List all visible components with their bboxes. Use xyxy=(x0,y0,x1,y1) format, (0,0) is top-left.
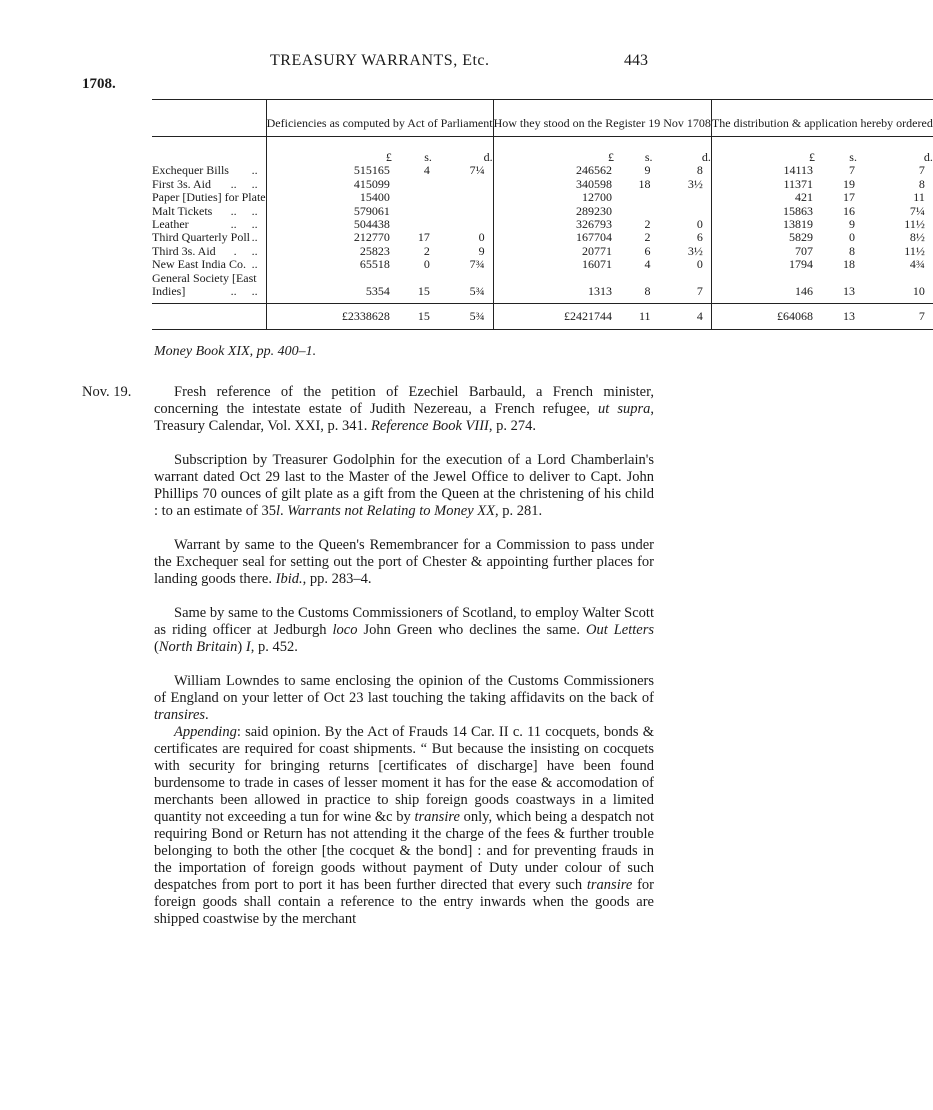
units-row xyxy=(152,137,933,165)
cell-b-pence xyxy=(653,272,712,285)
table-row xyxy=(152,178,933,191)
cell-c-pence: 10 xyxy=(912,284,925,299)
cell-b-pounds xyxy=(493,272,614,285)
units-spacer xyxy=(152,137,266,165)
cell-a-pounds: 579061 xyxy=(266,205,392,218)
italic-text: loco xyxy=(332,622,358,638)
italic-text: transires xyxy=(154,707,206,723)
page-number: 443 xyxy=(624,52,648,69)
cell-b-pounds: 16071 xyxy=(493,258,614,271)
cell-c-shillings xyxy=(815,272,857,285)
running-title: TREASURY WARRANTS, Etc. xyxy=(270,52,490,69)
cell-c-pence xyxy=(857,272,933,285)
cell-c-pence: 11½ xyxy=(904,217,925,232)
leader-dots: . .. xyxy=(233,243,258,258)
cell-c-pounds: 14113 xyxy=(711,164,815,177)
cell-b-pounds: 340598 xyxy=(493,178,614,191)
row-label-text: Malt Tickets xyxy=(152,203,213,218)
cell-b-pounds: 246562 xyxy=(493,164,614,177)
table-corner xyxy=(152,100,266,137)
cell-c-pounds: 11371 xyxy=(711,178,815,191)
cell-b-shillings xyxy=(614,191,653,204)
cell-a-pounds: 15400 xyxy=(266,191,392,204)
row-label xyxy=(152,258,266,271)
total-a-pounds: £2338628 xyxy=(266,303,392,329)
cell-b-shillings xyxy=(614,272,653,285)
row-label xyxy=(152,231,266,244)
cell-c-pounds: 146 xyxy=(711,285,815,303)
text-run: Same by same to the Customs Commissioners of Scotland, to employ Walter Scott as riding officer at Jedburgh xyxy=(154,605,654,638)
total-a-shillings: 15 xyxy=(392,303,432,329)
cell-c-shillings: 8 xyxy=(848,243,855,258)
cell-c-pence: 4¾ xyxy=(909,257,925,272)
cell-b-pence xyxy=(653,191,712,204)
col-head-distribution: The distribution & application hereby ordered xyxy=(711,100,932,137)
money-book-reference: Money Book XIX, pp. 400–1. xyxy=(154,344,317,359)
cell-c-shillings: 18 xyxy=(842,257,855,272)
italic-text: Reference Book VIII xyxy=(371,418,489,434)
text-run: ) xyxy=(237,639,246,655)
row-label xyxy=(152,245,266,258)
cell-b-pounds: 12700 xyxy=(493,191,614,204)
cell-a-pence xyxy=(432,205,493,218)
text-run: Warrant by same to the Queen's Remembrancer for a Commission to pass under the Exchequer seal for setting out the port of Chester & appointing further places for landing goods there. xyxy=(154,537,654,587)
table-row xyxy=(152,245,933,258)
text-run: Fresh reference of the petition of Ezechiel Barbauld, a French minister, concerning the intestate estate of Judith Nezereau, a French refugee, xyxy=(154,384,654,417)
row-label-text: Leather xyxy=(152,217,189,232)
row-label-text: Indies] xyxy=(152,284,186,299)
italic-text: Appending xyxy=(174,724,237,740)
col-head-register: How they stood on the Register 19 Nov 1708 xyxy=(493,100,711,137)
cell-b-pounds: 20771 xyxy=(493,245,614,258)
row-label xyxy=(152,164,266,177)
cell-a-pounds: 515165 xyxy=(266,164,392,177)
cell-b-pence: 0 xyxy=(696,257,703,272)
cell-b-shillings: 2 xyxy=(644,230,651,245)
row-label-text: Third 3s. Aid xyxy=(152,243,216,258)
cell-c-pounds: 421 xyxy=(711,191,815,204)
total-b-shillings: 11 xyxy=(614,303,653,329)
cell-a-pence xyxy=(432,191,493,204)
cell-b-shillings: 18 xyxy=(638,176,651,191)
cell-c-pounds: 707 xyxy=(711,245,815,258)
row-label-text: First 3s. Aid xyxy=(152,176,212,191)
table-row xyxy=(152,191,933,204)
text-run: ( xyxy=(154,639,159,655)
entry-paragraph xyxy=(154,724,654,928)
total-c-pence: 7 xyxy=(857,303,933,329)
text-run: only, which being a despatch not requiring Bond or Return has not attending it the charge of the fees & further trouble belonging to both the other [the cocquet & the bond] : and for preventing frauds in the importation of foreign goods without payment of Duty under colour of such despatches from port to port it has been further directed that every such xyxy=(154,809,654,893)
cell-a-shillings xyxy=(392,191,432,204)
cell-a-pence: 0 xyxy=(478,230,485,245)
cell-a-shillings: 2 xyxy=(423,243,430,258)
cell-a-shillings: 4 xyxy=(423,163,430,178)
cell-a-pence xyxy=(432,218,493,231)
unit-label: d. xyxy=(923,150,933,164)
italic-text: l xyxy=(276,503,281,519)
cell-c-pence: 7¼ xyxy=(909,203,925,218)
entry-paragraph xyxy=(154,452,654,520)
cell-c-pounds: 5829 xyxy=(711,231,815,244)
cell-a-pounds: 415099 xyxy=(266,178,392,191)
cell-c-shillings: 19 xyxy=(842,176,855,191)
cell-c-pounds xyxy=(711,272,815,285)
italic-text: I xyxy=(245,639,251,655)
cell-c-shillings: 16 xyxy=(842,203,855,218)
text-run: , p. 281. xyxy=(494,503,543,519)
cell-a-pounds: 212770 xyxy=(266,231,392,244)
cell-b-pence: 8 xyxy=(696,163,703,178)
text-run: John Green who declines the same. xyxy=(357,622,586,638)
table-row xyxy=(152,258,933,271)
cell-a-pence: 5¾ xyxy=(469,284,485,299)
cell-b-shillings: 9 xyxy=(644,163,651,178)
cell-c-pounds: 13819 xyxy=(711,218,815,231)
row-label xyxy=(152,218,266,231)
entry-paragraph xyxy=(154,673,654,724)
unit-label: d. xyxy=(483,150,493,164)
row-label-text: Exchequer Bills xyxy=(152,163,229,178)
cell-b-pounds: 289230 xyxy=(493,205,614,218)
row-label xyxy=(152,272,266,285)
cell-a-shillings: 15 xyxy=(417,284,430,299)
row-label-text: Paper [Duties] for Plate xyxy=(152,190,266,205)
unit-label: £ xyxy=(493,137,614,165)
cell-a-shillings xyxy=(392,218,432,231)
unit-label: s. xyxy=(424,150,432,164)
italic-text: North Britain xyxy=(158,639,238,655)
table-row xyxy=(152,218,933,231)
italic-text: Out Letters xyxy=(585,622,655,638)
cell-a-shillings: 0 xyxy=(423,257,430,272)
row-label xyxy=(152,205,266,218)
leader-dots: .. .. xyxy=(230,203,258,218)
table-row xyxy=(152,164,933,177)
cell-b-shillings xyxy=(614,205,653,218)
cell-c-pence: 11 xyxy=(913,190,925,205)
unit-label: £ xyxy=(266,137,392,165)
total-b-pounds: £2421744 xyxy=(493,303,614,329)
text-run: , p. 274. xyxy=(488,418,536,434)
text-run: William Lowndes to same enclosing the opinion of the Customs Commissioners of England on your letter of Oct 23 last touching the taking affidavits on the back of xyxy=(154,673,654,706)
row-label xyxy=(152,191,266,204)
col-head-deficiencies: Deficiencies as computed by Act of Parliament xyxy=(266,100,493,137)
cell-c-pence: 11½ xyxy=(904,243,925,258)
leader-dots: .. xyxy=(251,163,258,178)
total-a-pence: 5¾ xyxy=(432,303,493,329)
unit-label: s. xyxy=(849,150,857,164)
cell-a-pounds xyxy=(266,272,392,285)
total-b-pence: 4 xyxy=(653,303,712,329)
row-label-text: General Society [East xyxy=(152,270,257,285)
italic-text: Warrants not Relating to Money XX xyxy=(287,503,495,519)
cell-a-pence: 7¼ xyxy=(469,163,485,178)
table-row xyxy=(152,285,933,303)
leader-dots: .. .. xyxy=(230,176,258,191)
leader-dots: .. .. xyxy=(230,284,258,299)
row-label xyxy=(152,285,266,303)
text-run: , Treasury Calendar, Vol. XXI, p. 341. xyxy=(154,401,654,434)
italic-text: transire xyxy=(414,809,460,825)
cell-b-pounds: 326793 xyxy=(493,218,614,231)
italic-text: ut supra xyxy=(597,401,651,417)
cell-a-pounds: 504438 xyxy=(266,218,392,231)
cell-c-shillings: 13 xyxy=(842,284,855,299)
totals-row xyxy=(152,303,933,329)
row-label xyxy=(152,178,266,191)
cell-b-pence: 3½ xyxy=(687,176,703,191)
text-run: for foreign goods shall contain a reference to the entry inwards when the goods are shipped coastwise by the merchant xyxy=(154,877,654,927)
text-run: . xyxy=(205,707,209,723)
text-run: : said opinion. By the Act of Frauds 14 Car. II c. 11 cocquets, bonds & certificates are required for coast shipments. “ But because the insisting on cocquets with security for bringing returns [certificates of discharge] have been found burdensome to trade in cases of lesser moment it has for the ease & accomodation of merchants been allowed in practice to ship foreign goods coastways in a limited quantity not exceeding a tun for wine &c by xyxy=(154,724,654,825)
cell-b-pounds: 1313 xyxy=(493,285,614,303)
entry-paragraph xyxy=(154,537,654,588)
table-row xyxy=(152,272,933,285)
cell-a-shillings xyxy=(392,272,432,285)
row-label-text: New East India Co. xyxy=(152,257,246,272)
cell-c-shillings: 17 xyxy=(842,190,855,205)
totals-label xyxy=(152,303,266,329)
cell-a-pounds: 5354 xyxy=(266,285,392,303)
italic-text: transire xyxy=(586,877,633,893)
cell-c-shillings: 0 xyxy=(848,230,855,245)
text-run: , p. 452. xyxy=(250,639,298,655)
cell-c-pence: 8½ xyxy=(909,230,925,245)
cell-b-pounds: 167704 xyxy=(493,231,614,244)
cell-c-shillings: 7 xyxy=(848,163,855,178)
table-row xyxy=(152,205,933,218)
cell-c-pence: 8 xyxy=(918,176,925,191)
unit-label: s. xyxy=(644,150,653,164)
text-run: . xyxy=(280,503,288,519)
unit-label: d. xyxy=(701,150,711,164)
cell-a-pence xyxy=(432,178,493,191)
running-header xyxy=(0,52,727,92)
year-marker: 1708. xyxy=(82,76,116,92)
total-c-pounds: £64068 xyxy=(711,303,815,329)
cell-c-shillings: 9 xyxy=(848,217,855,232)
entry-date: Nov. 19. xyxy=(82,384,132,400)
row-label-text: Third Quarterly Poll xyxy=(152,230,250,245)
deficiencies-table xyxy=(152,99,933,330)
leader-dots: .. .. xyxy=(230,217,258,232)
leader-dots: .. xyxy=(251,230,258,245)
cell-c-pence: 7 xyxy=(918,163,925,178)
cell-c-pounds: 1794 xyxy=(711,258,815,271)
italic-text: Ibid. xyxy=(275,571,303,587)
cell-b-shillings: 4 xyxy=(644,257,651,272)
cell-c-pounds: 15863 xyxy=(711,205,815,218)
cell-a-shillings xyxy=(392,178,432,191)
cell-b-pence: 6 xyxy=(696,230,703,245)
cell-b-pence xyxy=(653,205,712,218)
unit-label: £ xyxy=(711,137,815,165)
cell-a-pence xyxy=(432,272,493,285)
cell-b-pence: 0 xyxy=(696,217,703,232)
entries-body xyxy=(154,384,654,945)
cell-b-pence: 7 xyxy=(696,284,703,299)
cell-a-pounds: 65518 xyxy=(266,258,392,271)
leader-dots: .. xyxy=(251,257,258,272)
cell-a-pence: 7¾ xyxy=(469,257,485,272)
table-row xyxy=(152,231,933,244)
text-run: Subscription by Treasurer Godolphin for the execution of a Lord Chamberlain's warrant dated Oct 29 last to the Master of the Jewel Office to deliver to Capt. John Phillips 70 ounces of gilt plate as a gift from the Queen at the christening of his child : to an estimate of 35 xyxy=(154,452,654,519)
cell-a-shillings xyxy=(392,205,432,218)
cell-a-pence: 9 xyxy=(478,243,485,258)
total-c-shillings: 13 xyxy=(815,303,857,329)
cell-b-shillings: 8 xyxy=(644,284,651,299)
cell-a-pounds: 25823 xyxy=(266,245,392,258)
cell-b-shillings: 6 xyxy=(644,243,651,258)
cell-b-pence: 3½ xyxy=(687,243,703,258)
entry-paragraph xyxy=(154,605,654,656)
entry-paragraph xyxy=(154,384,654,435)
text-run: , pp. 283–4. xyxy=(302,571,372,587)
cell-a-shillings: 17 xyxy=(417,230,430,245)
cell-b-shillings: 2 xyxy=(644,217,651,232)
